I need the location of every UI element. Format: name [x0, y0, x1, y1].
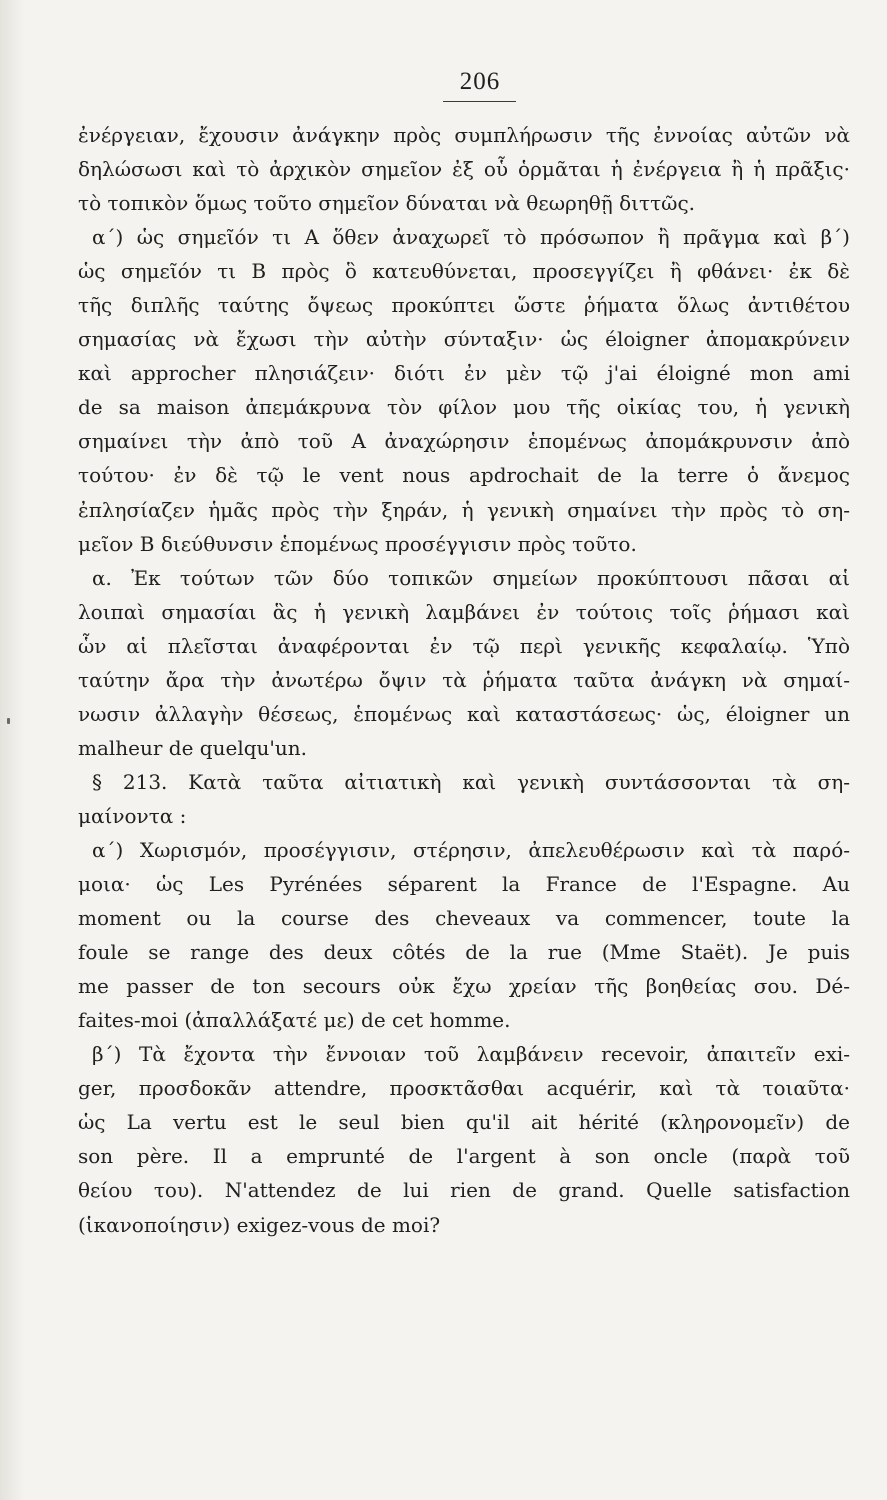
text-line: καὶ approcher πλησιάζειν· διότι ἐν μὲν τῷ j'ai éloigné mon ami — [78, 361, 850, 386]
text-line: malheur de quelqu'un. — [78, 735, 308, 760]
text-line: μοια· ὡς Les Pyrénées séparent la France de l'Espagne. Au — [78, 872, 850, 897]
text-line: ὡς La vertu est le seul bien qu'il ait hérité (κληρονομεῖν) de — [78, 1110, 850, 1135]
page-number: 206 — [459, 68, 501, 95]
text-line: θείου του). N'attendez de lui rien de grand. Quelle satisfaction — [78, 1178, 850, 1203]
text-line: δηλώσωσι καὶ τὸ ἀρχικὸν σημεῖον ἐξ οὗ ὁρμᾶται ἡ ἐνέργεια ἢ ἡ πρᾶξις· — [78, 157, 850, 182]
page-number-rule — [443, 101, 516, 102]
text-line: (ἱκανοποίησιν) exigez-vous de moi? — [78, 1212, 441, 1237]
text-line: α΄) Χωρισμόν, προσέγγισιν, στέρησιν, ἀπελευθέρωσιν καὶ τὰ παρό- — [92, 837, 850, 862]
text-line: ἐνέργειαν, ἔχουσιν ἀνάγκην πρὸς συμπλήρωσιν τῆς ἐννοίας αὐτῶν νὰ — [78, 123, 850, 147]
text-line: α. Ἐκ τούτων τῶν δύο τοπικῶν σημείων προκύπτουσι πᾶσαι αἱ — [92, 565, 850, 590]
text-line: μεῖον Β διεύθυνσιν ἑπομένως προσέγγισιν πρὸς τοῦτο. — [78, 531, 637, 556]
text-line: σημαίνει τὴν ἀπὸ τοῦ Α ἀναχώρησιν ἑπομένως ἀπομάκρυνσιν ἀπὸ — [78, 429, 850, 454]
text-line: β΄) Τὰ ἔχοντα τὴν ἔννοιαν τοῦ λαμβάνειν recevoir, ἀπαιτεῖν exi- — [92, 1042, 850, 1067]
text-line: me passer de ton secours οὐκ ἔχω χρείαν τῆς βοηθείας σου. Dé- — [78, 974, 850, 999]
text-line: ger, προσδοκᾶν attendre, προσκτᾶσθαι acquérir, καὶ τὰ τοιαῦτα· — [78, 1076, 850, 1101]
text-line: § 213. Κατὰ ταῦτα αἰτιατικὴ καὶ γενικὴ συντάσσονται τὰ ση- — [92, 769, 850, 794]
text-line: ὡς σημεῖόν τι Β πρὸς ὃ κατευθύνεται, προσεγγίζει ἢ φθάνει· ἐκ δὲ — [78, 259, 850, 284]
text-line: ἐπλησίαζεν ἡμᾶς πρὸς τὴν ξηράν, ἡ γενικὴ σημαίνει τὴν πρὸς τὸ ση- — [78, 497, 850, 522]
text-line: νωσιν ἀλλαγὴν θέσεως, ἑπομένως καὶ καταστάσεως· ὡς, éloigner un — [78, 701, 850, 726]
scan-speck — [7, 718, 10, 724]
text-line: faites-moi (ἀπαλλάξατέ με) de cet homme. — [78, 1008, 511, 1033]
page-edge-shadow — [0, 0, 24, 1500]
text-line: ταύτην ἄρα τὴν ἀνωτέρω ὄψιν τὰ ῥήματα ταῦτα ἀνάγκη νὰ σημαί- — [78, 667, 850, 692]
text-line: de sa maison ἀπεμάκρυνα τὸν φίλον μου τῆς οἰκίας του, ἡ γενικὴ — [78, 395, 850, 420]
text-line: λοιπαὶ σημασίαι ἃς ἡ γενικὴ λαμβάνει ἐν τούτοις τοῖς ῥήμασι καὶ — [78, 599, 850, 624]
text-line: foule se range des deux côtés de la rue (Mme Staët). Je puis — [78, 940, 850, 965]
text-line: τῆς διπλῆς ταύτης ὄψεως προκύπτει ὥστε ῥήματα ὅλως ἀντιθέτου — [78, 293, 850, 318]
body-text — [78, 118, 850, 1242]
text-line: α΄) ὡς σημεῖόν τι Α ὅθεν ἀναχωρεῖ τὸ πρόσωπον ἢ πρᾶγμα καὶ β΄) — [92, 225, 850, 250]
text-line: son père. Il a emprunté de l'argent à son oncle (παρὰ τοῦ — [78, 1144, 850, 1169]
text-line: ὧν αἱ πλεῖσται ἀναφέρονται ἐν τῷ περὶ γενικῆς κεφαλαίῳ. Ὑπὸ — [78, 633, 850, 658]
text-line: σημασίας νὰ ἔχωσι τὴν αὐτὴν σύνταξιν· ὡς éloigner ἀπομακρύνειν — [78, 327, 850, 352]
text-line: μαίνοντα : — [78, 803, 187, 828]
text-line: τὸ τοπικὸν ὅμως τοῦτο σημεῖον δύναται νὰ θεωρηθῇ διττῶς. — [78, 191, 696, 216]
text-line: τούτου· ἐν δὲ τῷ le vent nous apdrochait de la terre ὁ ἄνεμος — [78, 463, 850, 488]
text-line: moment ou la course des cheveaux va commencer, toute la — [78, 906, 850, 931]
